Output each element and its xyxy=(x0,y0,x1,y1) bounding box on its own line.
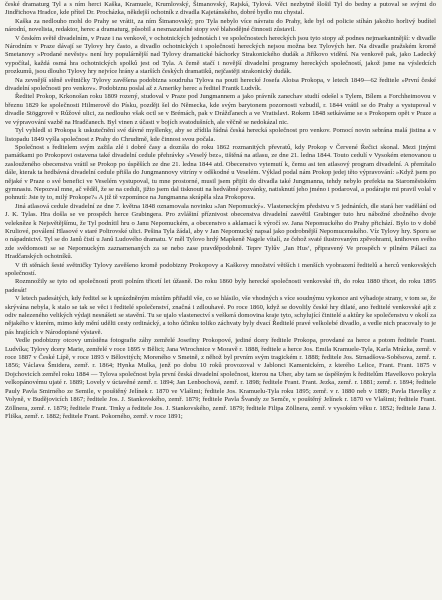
paragraph: Ředitel Prokop, Krkonošan roku 1809 rozený, studoval v Praze pod Jungmannem a jako právník zanechav studií odešel s Tylem, Bílem a Forchheimovou v březnu 1829 ke společnosti Hilmerově do Písku, později šel do Německa, kde svým barytonem pozornosti vzbudil, r. 1844 vrátil se do Prahy a vystupoval v divadle Stöggrově v Růžové ulici, za nedlouho však octl se v Brémách, pak v Drážďanech a ve Vratislavi. Rokem 1848 setkáváme se s Prokopem opět v Praze a ve výpravování vazbě na Hradčanech. Byl vinen z účasti v bojích svatodušních, ale věčně se nedokázal nic. xyxy=(5,93,436,126)
paragraph: Tyl vyhledl si Prokopa k uskutečnění své dávné myšlenky, aby se zřídila řádná česká herecká společnost pro venkov. Pomocí novin sebrána malá jistina a v listopadu 1849 vyšla společnost z Prahy do Chrudimě, kde činnost svou počala. xyxy=(5,127,436,143)
paragraph: Společnost s ředitelem svým zažila zlé i dobré časy a dozrála do roku 1862 rozmanitých převratů, kdy Prokop v Červené Řečici skonal. Mezi jinými památkami po Prokopovi ostavena také divadelní cedule přehrávky »Veselý bez«, tištěná na atlasu, ze dne 21. ledna 1844. Touto cedulí v Vysokém etenovanou u zaslouženého obecenstva vrátil se Prokop po úspěších ze dne 21. ledna 1844 atd. Obecenstvo vytemutí k, čemu asi ten atlasový program divadelní. A přemítalo dále, kterak ta hedbávná divadelní cedule přišla do Jungmannovy vitríny v odškodné u Veselém. Výklad podal nám Prokop jedej těto výpravování: »Když jsem po nějaké v Praze o své benefici ve Veselém vystupoval, tu mne prostorné, musil jsem přijíti do divadla také Jungmanna, tehdy nebylo prefekta na Staroměstském gymnasiu. Nepozval mne, ač věděl, že se na ceduli, jižto jsem dal tisknouti na hedvábné pozvánky, natisknutí jeho jméno i podaroval, a podárajte mi pravil volal v pohnutí: Jste ty to, milý Prokope?« A již tě vzpomínce na Jungmanna skrápěla slza Prokopova. xyxy=(5,143,436,202)
paragraph: Jiná atlasová cedule divadelní ze dne 7. května 1848 oznamovala novinku »Jan Nepomucký«. Vlasteneckým předstvu v 5 jednáních, dle stará her vadělání od J. K. Tylas. Hra došla se ve prospěch herce Grabingera. Pro zvláštní příznivost obecenstva divadelní zasvětil Grabinger tuto hru nábožné zbožného dvoje velekněze k Nejsvětějšímu, že Tyl podnítil hru o Janu Nepomuckém, a obecenstvo s aklamací k výročí sv. Jana Nepomuckého do Prahy přichází. Bylo to v době Kruliové, poválení Hlasové v staré Poltrovské ulici. Pešina Tyla žádal, aby v Jan Nepomucký napsal jako podrobnější Nepomucenského. Víz Tylovy hry. Sporu se o nápadnictví. Tyl se do Janů čistí u Janů Ludového dramatu. V měl Tylovo hrdý Mapkeně Nagele vítalí, ze čehož svaté ilustrovaným zpěvohrami, knihoven svého zde svědomosti se se Nepomuckým zaznamenaných za se nebo zase pravděpodobně. Teprv Tylův ‚Jan Hus‘, připravený Ve prospěch v pilném Pálaci za Hradčanských ochotníků. xyxy=(5,202,436,261)
paragraph: V českém světě divadelním, v Praze i na venkově, v ochotnických jednotách i ve společnostech hereckých jsou tyto stopy až podnes nejmarkantnější: v divadle Národním v Praze dávají se Tylovy hry často, a divadlo ochotnických i společností hereckých nejsou možna bez Tylových her. Na divadle pražském kromě Smetanovy »Prodané nevěsty« není hry populárnější nad Tylovy dramatické báchorky Strakonického dudák a Jiříkovo vidění. Na venkově pak, jako Ladecký vypočítal, každá osmá hra ochotnických spolků jest od Tyla. A čemě stačí i novější divadelní programy hereckých společností, jakož jsme na výsledcích prozkumů, jsou dlouho Tylovy hry nejvíce hrány a starších českých dramatiků, nejčastěji strakonický dudák. xyxy=(5,34,436,76)
paragraph: Rozmnožily se tyto od společností proti polním třicetí let úžasně. Do roku 1860 byly herecké společnosti venkovské tři, do roku 1880 třicet, do roku 1895 padesát! xyxy=(5,278,436,294)
paragraph: Vedle podobizny otcovy umístěna fotografie záhy zemřelé Josefiny Prokopové, jediné dcery ředitele Prokopa, provdané za herce a potom ředitele Frant. Ludvíka; Tylovy dcery Marie, zemřelé v roce 1895 v Bělici; Jana Wirochnice v Moravě r. 1888, ředitele a herce Jos. Emila Kramuele-Tyla, Karla Mrázka, zemř. v roce 1887 v České Lípě, v roce 1893 v Bělovitých; Moreného v Smetně, z něhož byl prvním svým tragickém r. 1888; ředitele Jos. Strnadšova-Soběsova, zemř. r. 1856; Václava Šmidera, zemř. r. 1864; Hynka Mulka, jenž po dobu 10 roků provozoval v Jablonci Kamenickém, z kterého Lelice, Frant. Frant. 1875 v Dojchovicích zemřel roku 1884 — Tylova společnost byla první česká divadelní společnost, kterou na Uher, aby tam se úspěšným k ředitelům Havelkovo pokryla velkopánovému ujaté r. 1889; Lovely v úctavěné zemř. r. 1894; Jan Lenbochová, zemř. r. 1898; ředitele Frant. Frant. Jezka, zemř. r. 1881; zemř. r. 1894; ředitele Pauly Pavla Smirného ze Semile, v pouštěný Jelínek r. 1870 ve Vlašimi; ředitele Jos. Kramuelu-Tyla roku 1895; zemř. v r. 1880 neb v 1889; Pavla Havelky z Volyně, v Budějovicích 1867; ředitele Jos. J. Stankovského, zemř. 1879; ředitele Pavla Švandy ze Semče, v pouštěný Jelínek r. 1870 ve Vlašimi; ředitele Frant. Zöllnera, zemř. r. 1879; ředitele Frant. Trnky a ředitele Jos. J. Stankovského, zemř. 1879; ředitele Filipa Zöllnera, zemř. v vysokém věku r. 1852; ředitele Jana J. Fliška, zemř. r. 1882; ředitele Frant. Pokorného, zemř. v roce 1891; xyxy=(5,337,436,420)
paragraph: Na zevnější stěně světničky Tylovy zavěšena podobizna soudruha Tylova na pouti herecké Josefa Aloisa Prokopa, v letech 1849—62 ředitele »První české divadelní společnosti pro venkov«. Podobiznu poslal až z Ameriky herec a ředitel Frantk Ludvík. xyxy=(5,76,436,93)
paragraph: V tři stěnách šesté světničky Tylovy zavěšeno kromě podobizny Prokopovy a Kaškovy množství větších i menších vyobrazení ředitelů a herců venkovských společností. xyxy=(5,261,436,277)
paragraph: V letech padesátých, kdy ředitel se k uprázdněným místům přiřadil vše, co se hlásilo, vše vhodných s více soudnýmu vykonce ani výhadoje strany, v tom se, že skrývána nebyla, k stalo se tak se věci i ředitelé společenství, značná i zdlouhavé. Po roce 1860, když se dovolily české hry dilaté, ano ředitelé venkovské ajít z odiv nalezeného velikých výdaji nesnášeti se stavění. Tu se ujalo vlastenectví s veškerá domovina kraje tyto, schylující činitelé a aktůry ke společenstvu v okolí za nějakého v kterém, mimo kdy mění udělti cesty ordinácký, a toho účinku toliko záchvaty byly dvací Ředitelé pravé velkolebé divadlo, a vedle nich pracovaly to je pás hrajících v Národopisné výstavě. xyxy=(5,295,436,336)
paragraph: Kaška za nedlouho mohl do Prahy se vrátit, za ním Šimanovský; pro Tyla nebylo více návratu do Prahy, kde byl od policie stíhán jakožto horlivý budítel národní, novelista, redaktor, herec a dramaturg, působil a nesmazatelné stopy své blahodějné činnosti zůstavil. xyxy=(5,17,436,34)
paragraph: české dramaturg Tyl a s ním herci Kaška, Kramuele, Krumlovský, Šimanovský, Rajská, Tylová. Věci nezbytně šlošil Tyl do bedny a putoval se svými do Jindřichova Hradce, kde přítel Dr. Procházka, někdejší ochotník z divadla Kajetánského, dobré bydlo mu chystal. xyxy=(5,1,436,17)
body-text xyxy=(5,1,436,421)
